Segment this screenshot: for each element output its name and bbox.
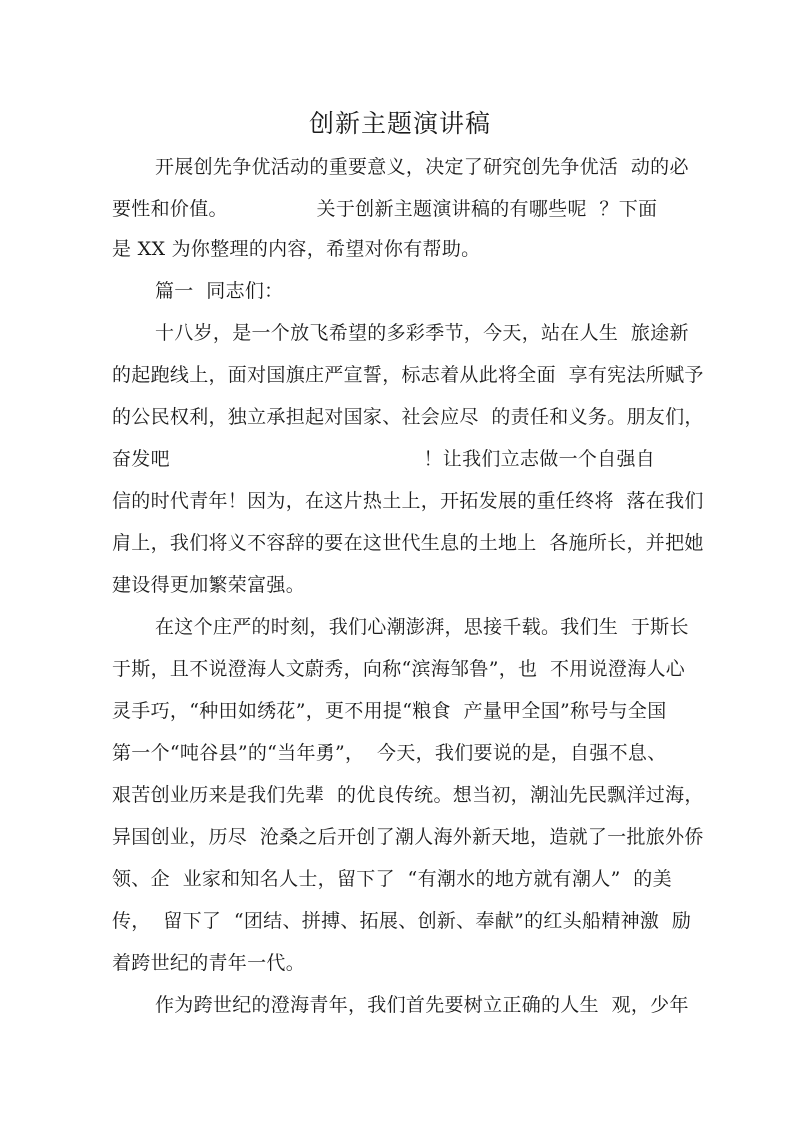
paragraph-line: 开展创先争优活动的重要意义，决定了研究创先争优活 动的必 (155, 156, 689, 178)
paragraph-line: 领、企 业家和知名人士，留下了 “有潮水的地方就有潮人” 的美 (112, 868, 672, 890)
paragraph-line: 信的时代青年！因为，在这片热土上，开拓发展的重任终将 落在我们 (112, 490, 704, 512)
paragraph-line: 的起跑线上，面对国旗庄严宣誓，标志着从此将全面 享有宪法所赋予 (112, 364, 704, 386)
paragraph-line: 要性和价值。 关于创新主题演讲稿的有哪些呢 ？下面 (112, 198, 658, 220)
document-title: 创新主题演讲稿 (308, 109, 491, 138)
paragraph-line: 灵手巧，“种田如绣花”，更不用提“粮食 产量甲全国”称号与全国 (112, 700, 667, 722)
paragraph-line: 于斯，且不说澄海人文蔚秀，向称“滨海邹鲁”，也 不用说澄海人心 (112, 658, 686, 680)
paragraph-line: 是 XX 为你整理的内容，希望对你有帮助。 (112, 238, 481, 260)
paragraph-line: 十八岁，是一个放飞希望的多彩季节，今天，站在人生 旅途新 (155, 322, 689, 344)
paragraph-line: 异国创业，历尽 沧桑之后开创了潮人海外新天地，造就了一批旅外侨 (112, 826, 704, 848)
paragraph-line: 传， 留下了 “团结、拼搏、拓展、创新、奉献”的红头船精神激 励 (112, 910, 692, 932)
paragraph-line: 第一个“吨谷县”的“当年勇”， 今天，我们要说的是，自强不息、 (112, 742, 667, 764)
paragraph-line: 奋发吧 ！让我们立志做一个自强自 (112, 448, 656, 470)
paragraph-line: 艰苦创业历来是我们先辈 的优良传统。想当初，潮汕先民飘洋过海， (112, 784, 704, 806)
paragraph-line: 的公民权利，独立承担起对国家、社会应尽 的责任和义务。朋友们， (112, 406, 704, 428)
paragraph-line: 着跨世纪的青年一代。 (112, 952, 306, 974)
paragraph-line: 在这个庄严的时刻，我们心潮澎湃，思接千载。我们生 于斯长 (155, 616, 689, 638)
paragraph-line: 篇一 同志们： (155, 280, 284, 302)
paragraph-line: 建设得更加繁荣富强。 (112, 574, 306, 596)
paragraph-line: 作为跨世纪的澄海青年，我们首先要树立正确的人生 观，少年 (155, 994, 689, 1016)
paragraph-line: 肩上，我们将义不容辞的要在这世代生息的土地上 各施所长，并把她 (112, 532, 704, 554)
